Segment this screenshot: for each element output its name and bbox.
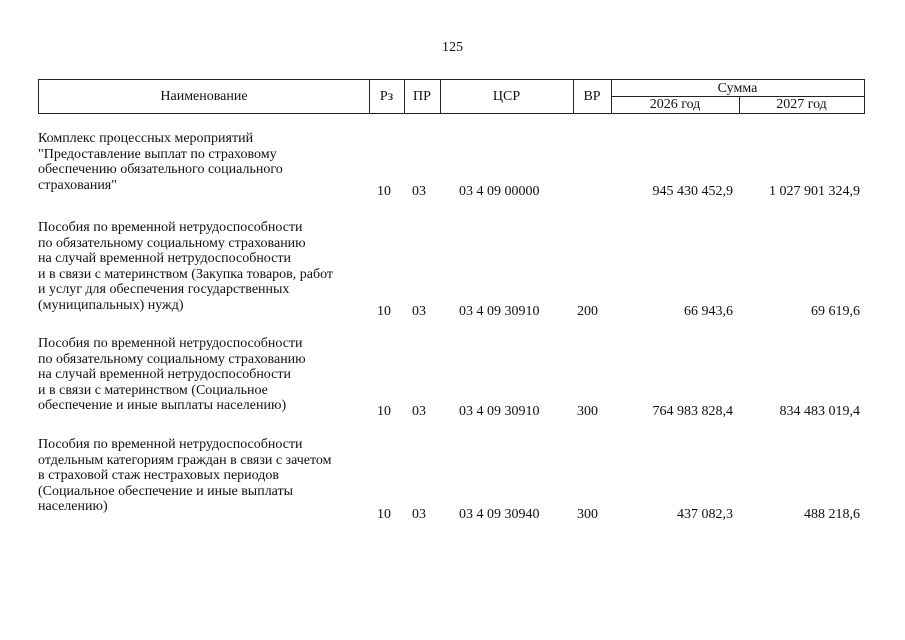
- row-rz: 10: [377, 404, 391, 419]
- row-rz: 10: [377, 304, 391, 319]
- row-vr: 200: [577, 304, 598, 319]
- header-sum: Сумма: [717, 81, 758, 96]
- row-csr: 03 4 09 30910: [459, 304, 540, 319]
- row-sum-2026: 66 943,6: [684, 304, 733, 319]
- header-pr: ПР: [413, 88, 431, 104]
- header-year-2026: 2026 год: [649, 97, 701, 112]
- row-sum-2027: 69 619,6: [811, 304, 860, 319]
- header-year-2027: 2027 год: [776, 97, 827, 112]
- row-name: Комплекс процессных мероприятий "Предоставление выплат по страховому обеспечению обязательного социального страхования": [38, 131, 283, 193]
- header-vr: ВР: [583, 88, 601, 104]
- row-pr: 03: [412, 404, 426, 419]
- row-sum-2027: 488 218,6: [804, 507, 860, 522]
- row-rz: 10: [377, 507, 391, 522]
- header-rz: Рз: [379, 88, 394, 104]
- row-sum-2026: 437 082,3: [677, 507, 733, 522]
- row-name: Пособия по временной нетрудоспособности отдельным категориям граждан в связи с зачетом в страховой стаж нестраховых периодов (Социальное обеспечение и иные выплаты населению): [38, 437, 332, 514]
- header-csr: ЦСР: [492, 88, 521, 104]
- row-sum-2026: 764 983 828,4: [652, 404, 733, 419]
- row-vr: 300: [577, 507, 598, 522]
- page-number: 125: [442, 40, 463, 55]
- row-name: Пособия по временной нетрудоспособности по обязательному социальному страхованию на случай временной нетрудоспособности и в связи с материнством (Социальное обеспечение и иные выплаты населению): [38, 336, 306, 413]
- row-pr: 03: [412, 184, 426, 199]
- row-name: Пособия по временной нетрудоспособности по обязательному социальному страхованию на случай временной нетрудоспособности и в связи с материнством (Закупка товаров, работ и услуг для обеспечения государственных (муниципальных) нужд): [38, 220, 334, 313]
- row-pr: 03: [412, 304, 426, 319]
- row-sum-2027: 834 483 019,4: [779, 404, 860, 419]
- row-vr: 300: [577, 404, 598, 419]
- table-header: [38, 79, 865, 114]
- row-sum-2026: 945 430 452,9: [652, 184, 733, 199]
- row-sum-2027: 1 027 901 324,9: [769, 184, 860, 199]
- row-csr: 03 4 09 00000: [459, 184, 540, 199]
- row-pr: 03: [412, 507, 426, 522]
- header-name: Наименование: [160, 88, 248, 104]
- row-csr: 03 4 09 30910: [459, 404, 540, 419]
- row-rz: 10: [377, 184, 391, 199]
- row-csr: 03 4 09 30940: [459, 507, 540, 522]
